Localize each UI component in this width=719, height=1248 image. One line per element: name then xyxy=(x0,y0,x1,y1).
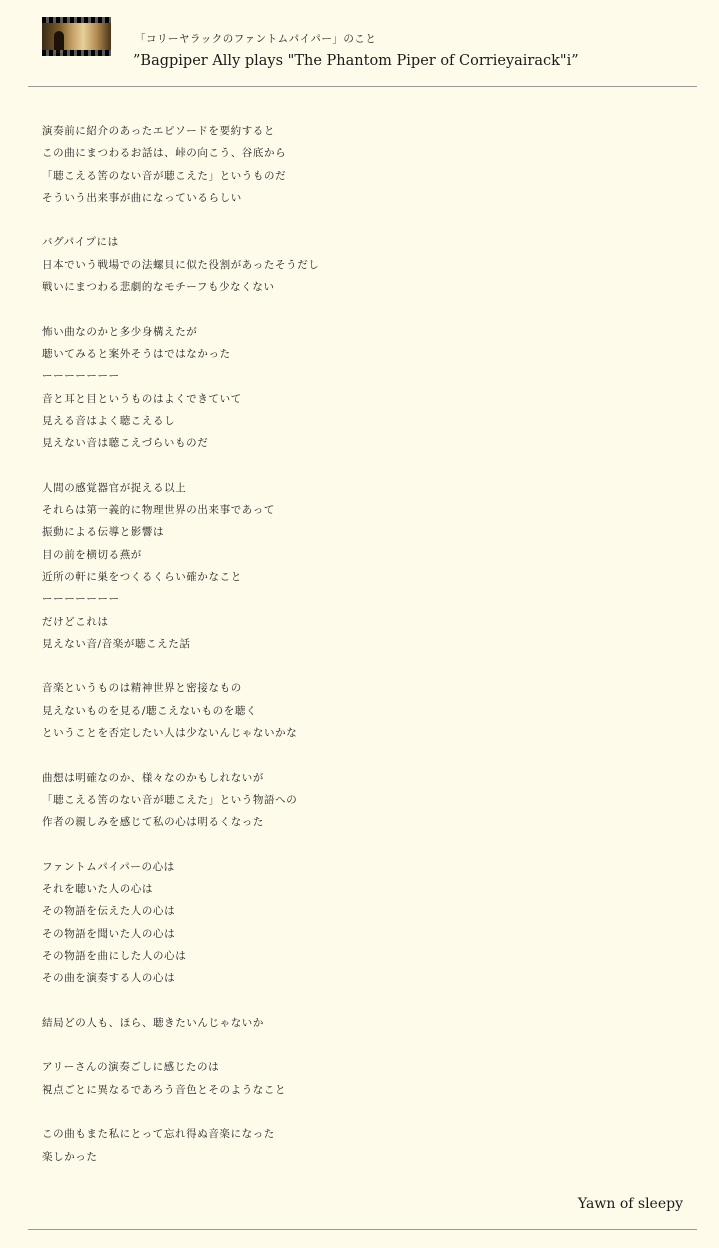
blank-line xyxy=(42,834,682,856)
footer-divider xyxy=(28,1229,697,1230)
article-body xyxy=(42,120,682,1168)
text-line: 作者の親しみを感じて私の心は明るくなった xyxy=(42,816,264,829)
text-line: 音と耳と目というものはよくできていて xyxy=(42,392,242,405)
header-divider xyxy=(28,86,697,87)
signature: Yawn of sleepy xyxy=(577,1196,683,1212)
page-subtitle: 「コリーヤラックのファントムパイパー」のこと xyxy=(135,33,377,45)
text-line: 戦いにまつわる悲劇的なモチーフも少なくない xyxy=(42,281,275,294)
text-line: ーーーーーーー xyxy=(42,593,120,606)
text-line: その物語を伝えた人の心は xyxy=(42,905,176,918)
text-line: その物語を曲にした人の心は xyxy=(42,949,187,962)
text-line: バグパイプには xyxy=(42,236,119,249)
text-line: 結局どの人も、ほら、聴きたいんじゃないか xyxy=(42,1016,264,1029)
text-line: その物語を聞いた人の心は xyxy=(42,927,176,940)
text-line: 楽しかった xyxy=(42,1150,98,1163)
blank-line xyxy=(42,1101,682,1123)
text-line: 日本でいう戦場での法螺貝に似た役割があったそうだし xyxy=(42,258,320,271)
blank-line xyxy=(42,655,682,677)
text-line: それを聴いた人の心は xyxy=(42,883,153,896)
text-line: 聴いてみると案外そうはではなかった xyxy=(42,347,231,360)
text-line: 「聴こえる筈のない音が聴こえた」という物語への xyxy=(42,793,298,806)
text-line: この曲にまつわるお話は、峠の向こう、谷底から xyxy=(42,147,287,160)
text-line: アリーさんの演奏ごしに感じたのは xyxy=(42,1061,220,1074)
text-line: この曲もまた私にとって忘れ得ぬ音楽になった xyxy=(42,1128,275,1141)
text-line: 怖い曲なのかと多少身構えたが xyxy=(42,325,198,338)
text-line: 見える音はよく聴こえるし xyxy=(42,414,176,427)
blank-line xyxy=(42,744,682,766)
text-line: 曲想は明確なのか、様々なのかもしれないが xyxy=(42,771,264,784)
text-line: 見えない音は聴こえづらいものだ xyxy=(42,437,209,450)
text-line: そういう出来事が曲になっているらしい xyxy=(42,191,242,204)
page-title: ”Bagpiper Ally plays "The Phantom Piper of Corrieyairack"i” xyxy=(133,53,579,69)
text-line: それらは第一義的に物理世界の出来事であって xyxy=(42,504,275,517)
blank-line xyxy=(42,209,682,231)
text-line: ということを否定したい人は少ないんじゃないかな xyxy=(42,727,298,740)
blank-line xyxy=(42,990,682,1012)
text-line: 目の前を横切る燕が xyxy=(42,548,142,561)
text-line: ーーーーーーー xyxy=(42,370,120,383)
header-thumbnail-image xyxy=(42,17,111,56)
text-line: 視点ごとに異なるであろう音色とそのようなこと xyxy=(42,1083,287,1096)
text-line: 見えない音/音楽が聴こえた話 xyxy=(42,637,191,650)
text-line: 近所の軒に巣をつくるくらい確かなこと xyxy=(42,570,242,583)
page-header xyxy=(0,0,719,86)
text-line: 「聴こえる筈のない音が聴こえた」というものだ xyxy=(42,169,287,182)
text-line: 見えないものを見る/聴こえないものを聴く xyxy=(42,704,258,717)
text-line: その曲を演奏する人の心は xyxy=(42,972,176,985)
blank-line xyxy=(42,454,682,476)
text-line: 演奏前に紹介のあったエピソードを要約すると xyxy=(42,125,275,137)
blank-line xyxy=(42,298,682,320)
text-line: ファントムパイパーの心は xyxy=(42,860,175,873)
blank-line xyxy=(42,1034,682,1056)
text-line: 振動による伝導と影響は xyxy=(42,526,165,539)
text-line: 音楽というものは精神世界と密接なもの xyxy=(42,682,242,695)
text-line: だけどこれは xyxy=(42,615,109,628)
text-line: 人間の感覚器官が捉える以上 xyxy=(42,481,187,494)
